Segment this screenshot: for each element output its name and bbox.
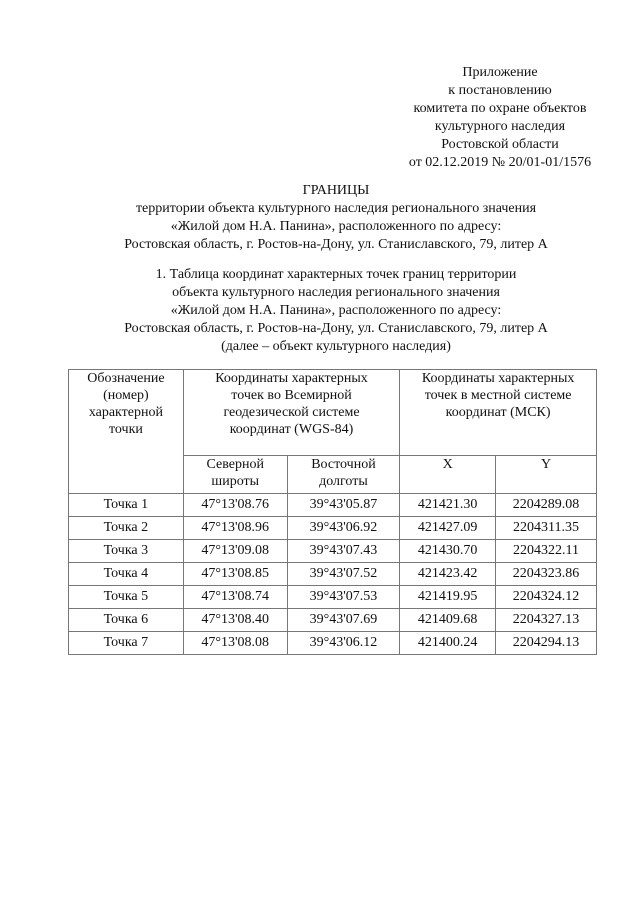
point-cell: Точка 7	[69, 632, 184, 655]
longitude-cell: 39°43'07.52	[287, 563, 400, 586]
title-heading: ГРАНИЦЫ	[302, 183, 370, 198]
header-line: Координаты характерных	[421, 371, 575, 386]
point-designation-header	[69, 370, 184, 494]
header-line: точки	[108, 422, 143, 437]
longitude-cell: 39°43'07.43	[287, 540, 400, 563]
title-line: «Жилой дом Н.А. Панина», расположенного по адресу:	[170, 219, 502, 234]
x-cell: 421400.24	[400, 632, 496, 655]
coordinates-table	[68, 369, 597, 655]
y-cell: 2204289.08	[496, 494, 597, 517]
table-caption	[60, 266, 612, 356]
title-line: территории объекта культурного наследия регионального значения	[135, 201, 537, 216]
latitude-cell: 47°13'08.08	[183, 632, 287, 655]
table-row	[69, 540, 597, 563]
header-line: точек в местной системе	[424, 388, 572, 403]
appendix-block	[380, 64, 620, 172]
header-line: координат (WGS-84)	[229, 422, 354, 437]
longitude-cell: 39°43'07.69	[287, 609, 400, 632]
header-line: (номер)	[103, 388, 149, 403]
header-line: координат (МСК)	[445, 405, 551, 420]
header-line: Координаты характерных	[215, 371, 368, 386]
point-cell: Точка 2	[69, 517, 184, 540]
x-cell: 421421.30	[400, 494, 496, 517]
point-cell: Точка 5	[69, 586, 184, 609]
wgs84-header	[183, 370, 399, 456]
appendix-line: Ростовской области	[441, 137, 559, 152]
longitude-cell: 39°43'06.92	[287, 517, 400, 540]
table-row	[69, 494, 597, 517]
point-cell: Точка 3	[69, 540, 184, 563]
y-cell: 2204324.12	[496, 586, 597, 609]
table-caption-line: Ростовская область, г. Ростов-на-Дону, ул. Станиславского, 79, литер А	[124, 321, 548, 336]
table-row	[69, 632, 597, 655]
x-cell: 421427.09	[400, 517, 496, 540]
latitude-cell: 47°13'09.08	[183, 540, 287, 563]
y-cell: 2204322.11	[496, 540, 597, 563]
appendix-line: к постановлению	[448, 83, 552, 98]
point-cell: Точка 4	[69, 563, 184, 586]
x-cell: 421419.95	[400, 586, 496, 609]
table-caption-line: объекта культурного наследия регионального значения	[172, 285, 500, 300]
y-cell: 2204311.35	[496, 517, 597, 540]
point-cell: Точка 6	[69, 609, 184, 632]
point-cell: Точка 1	[69, 494, 184, 517]
table-row	[69, 563, 597, 586]
header-line: Северной	[206, 457, 264, 472]
latitude-cell: 47°13'08.40	[183, 609, 287, 632]
table-caption-line: 1. Таблица координат характерных точек границ территории	[155, 267, 517, 282]
table-caption-line: (далее – объект культурного наследия)	[221, 339, 451, 354]
longitude-cell: 39°43'05.87	[287, 494, 400, 517]
table-header-row	[69, 370, 597, 456]
header-line: точек во Всемирной	[231, 388, 352, 403]
longitude-cell: 39°43'07.53	[287, 586, 400, 609]
longitude-cell: 39°43'06.12	[287, 632, 400, 655]
title-line: Ростовская область, г. Ростов-на-Дону, ул. Станиславского, 79, литер А	[124, 237, 548, 252]
longitude-header	[287, 456, 400, 494]
header-line: Восточной	[311, 457, 376, 472]
y-header: Y	[496, 456, 597, 494]
header-line: геодезической системе	[223, 405, 360, 420]
table-caption-line: «Жилой дом Н.А. Панина», расположенного по адресу:	[170, 303, 502, 318]
table-row	[69, 517, 597, 540]
x-cell: 421409.68	[400, 609, 496, 632]
latitude-cell: 47°13'08.76	[183, 494, 287, 517]
appendix-date-number: от 02.12.2019 № 20/01-01/1576	[408, 155, 592, 170]
header-line: характерной	[88, 405, 163, 420]
document-title	[60, 182, 612, 254]
x-header: X	[400, 456, 496, 494]
y-cell: 2204323.86	[496, 563, 597, 586]
latitude-cell: 47°13'08.74	[183, 586, 287, 609]
latitude-cell: 47°13'08.85	[183, 563, 287, 586]
appendix-line: культурного наследия	[434, 119, 566, 134]
y-cell: 2204327.13	[496, 609, 597, 632]
y-cell: 2204294.13	[496, 632, 597, 655]
msk-header	[400, 370, 597, 456]
appendix-line: Приложение	[462, 65, 538, 80]
header-line: Обозначение	[87, 371, 165, 386]
appendix-line: комитета по охране объектов	[413, 101, 587, 116]
table-row	[69, 609, 597, 632]
header-line: долготы	[319, 474, 368, 489]
latitude-header	[183, 456, 287, 494]
x-cell: 421430.70	[400, 540, 496, 563]
x-cell: 421423.42	[400, 563, 496, 586]
table-row	[69, 586, 597, 609]
header-line: широты	[211, 474, 260, 489]
latitude-cell: 47°13'08.96	[183, 517, 287, 540]
